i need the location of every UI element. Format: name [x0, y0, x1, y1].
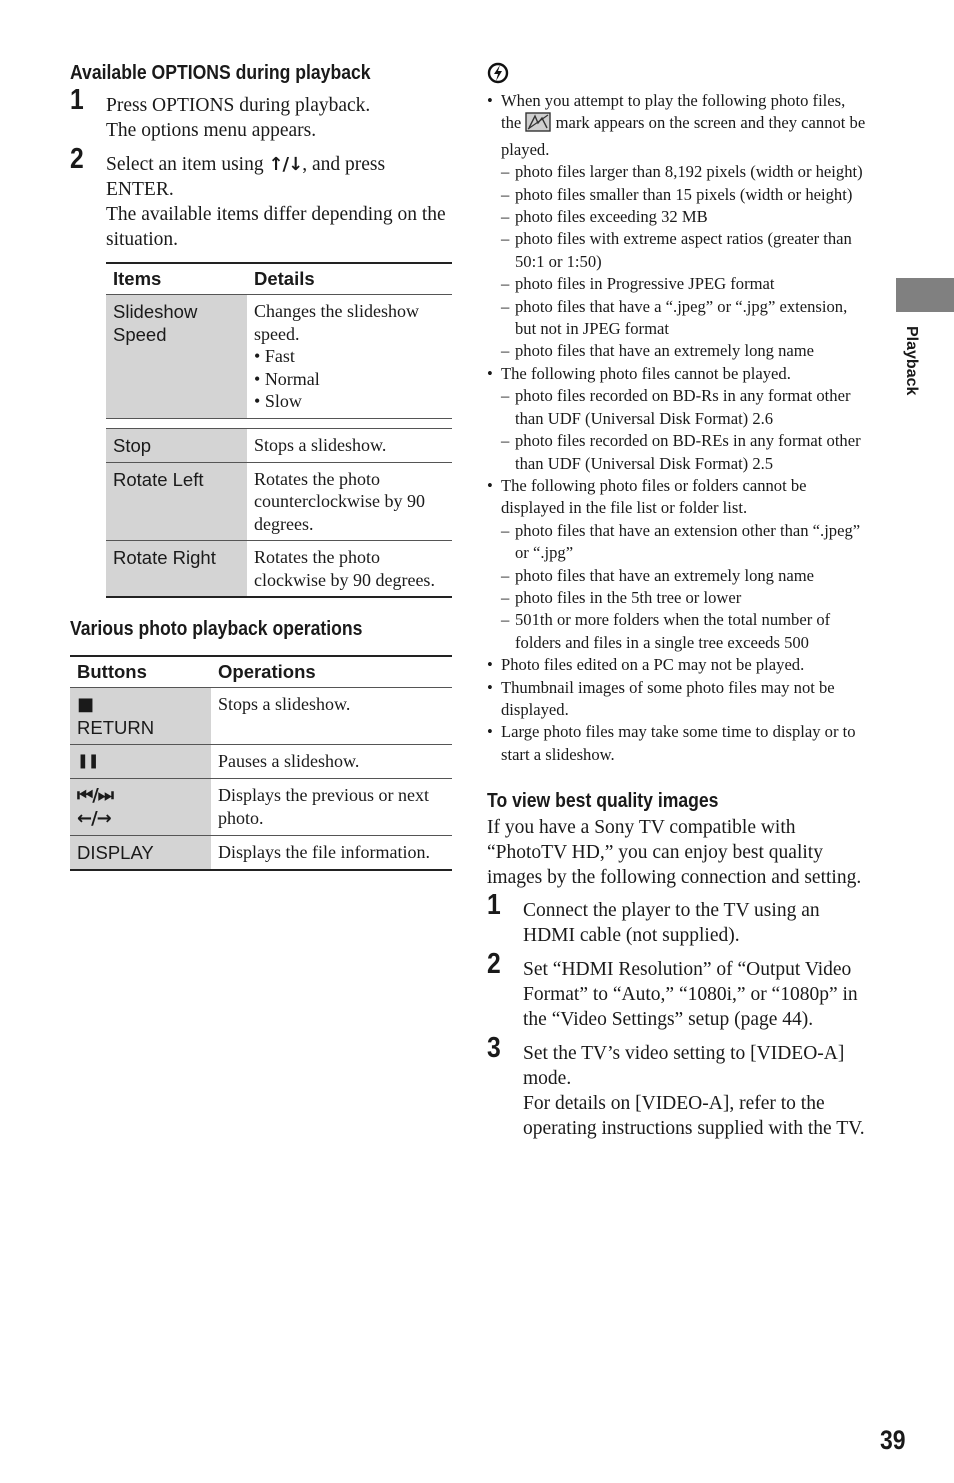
note-dash: – photo files that have an extremely long name — [487, 565, 867, 587]
step-1 — [487, 889, 867, 948]
note-dash: – photo files in the 5th tree or lower — [487, 587, 867, 609]
option-normal: • Normal — [254, 368, 320, 389]
note-bullet: • The following photo files or folders cannot be displayed in the file list or folder list. — [487, 475, 867, 520]
best-quality-heading: To view best quality images — [487, 790, 719, 813]
button-label: RETURN — [77, 717, 155, 738]
header-buttons: Buttons — [70, 656, 211, 688]
note-dash: – photo files in Progressive JPEG format — [487, 273, 867, 295]
step-text-part: Select an item using — [106, 154, 269, 175]
operation-text: Displays the previous or next photo. — [211, 779, 452, 836]
stop-icon: ■ — [77, 694, 94, 715]
best-quality-intro: If you have a Sony TV compatible with “PhotoTV HD,” you can enjoy best quality images by the following connection and setting. — [487, 817, 862, 889]
items-table — [106, 262, 452, 598]
item-detail: Rotates the photo clockwise by 90 degrees. — [247, 541, 452, 598]
page-number: 39 — [880, 1425, 906, 1455]
table-spacer — [106, 418, 452, 428]
note-dash: – photo files that have an extension other than “.jpeg” or “.jpg” — [487, 520, 867, 565]
step-text: The available items differ depending on the situation. — [106, 204, 446, 250]
table-row — [106, 462, 452, 541]
step-number: 2 — [70, 143, 84, 175]
left-right-arrow-icon: ←/→ — [77, 808, 111, 829]
step-text: The options menu appears. — [106, 120, 317, 141]
note-bullet: • The following photo files cannot be played. — [487, 363, 867, 385]
ops-heading: Various photo playback operations — [70, 618, 363, 640]
side-tab-text: Playback — [903, 326, 920, 396]
option-fast: • Fast — [254, 346, 295, 366]
item-detail — [247, 295, 452, 419]
note-dash: – photo files larger than 8,192 pixels (width or height) — [487, 161, 867, 183]
header-operations: Operations — [211, 656, 452, 688]
table-row — [106, 428, 452, 462]
options-heading: Available OPTIONS during playback — [70, 62, 371, 84]
button-cell — [70, 836, 211, 871]
item-name: Slideshow Speed — [106, 295, 247, 419]
note-bullet: • Photo files edited on a PC may not be played. — [487, 654, 867, 676]
step-text-part: , and press ENTER. — [106, 154, 386, 200]
step-text: Set the TV’s video setting to [VIDEO-A] mode. — [523, 1043, 845, 1090]
notes-list — [487, 90, 867, 766]
step-2 — [487, 948, 867, 1032]
option-slow: • Slow — [254, 391, 302, 411]
item-name: Stop — [106, 428, 247, 462]
step-text: Connect the player to the TV using an HDMI cable (not supplied). — [523, 900, 820, 947]
unplayable-photo-icon — [525, 112, 551, 138]
left-column — [70, 62, 452, 871]
header-details: Details — [247, 263, 452, 295]
item-name: Rotate Right — [106, 541, 247, 598]
table-row — [106, 541, 452, 598]
step-text — [106, 152, 452, 202]
note-bullet: • When you attempt to play the following photo files, the mark appears on the screen and they cannot be played. — [487, 90, 867, 161]
item-detail: Stops a slideshow. — [247, 428, 452, 462]
ops-table — [70, 655, 452, 871]
table-row — [70, 688, 452, 745]
right-column — [487, 62, 867, 1141]
button-cell — [70, 779, 211, 836]
table-row — [70, 779, 452, 836]
button-cell — [70, 745, 211, 779]
step-number: 2 — [487, 948, 501, 981]
side-tab-label — [900, 326, 920, 406]
step-number: 3 — [487, 1032, 501, 1065]
step-text: Set “HDMI Resolution” of “Output Video Format” to “Auto,” “1080i,” or “1080p” in the “Video Settings” setup (page 44). — [523, 959, 858, 1031]
item-name: Rotate Left — [106, 462, 247, 541]
note-dash: – photo files with extreme aspect ratios (greater than 50:1 or 1:50) — [487, 228, 867, 273]
item-detail: Rotates the photo counterclockwise by 90 degrees. — [247, 462, 452, 541]
step-1 — [70, 84, 452, 143]
header-items: Items — [106, 263, 247, 295]
side-tab-marker — [896, 278, 954, 312]
step-text: Press OPTIONS during playback. — [106, 95, 371, 116]
operation-text: Stops a slideshow. — [211, 688, 452, 745]
note-dash: – photo files recorded on BD-REs in any format other than UDF (Universal Disk Format) 2.5 — [487, 430, 867, 475]
table-row — [70, 745, 452, 779]
step-text: For details on [VIDEO-A], refer to the operating instructions supplied with the TV. — [523, 1093, 865, 1140]
pause-icon: ❚❚ — [77, 753, 99, 769]
table-row — [70, 836, 452, 871]
table-row — [106, 295, 452, 419]
note-dash: – photo files that have an extremely long name — [487, 340, 867, 362]
note-dash: – photo files that have a “.jpeg” or “.jpg” extension, but not in JPEG format — [487, 296, 867, 341]
prev-next-icon: ⏮/⏭ — [77, 785, 113, 806]
button-cell — [70, 688, 211, 745]
operation-text: Displays the file information. — [211, 836, 452, 871]
note-dash: – photo files exceeding 32 MB — [487, 206, 867, 228]
note-icon — [487, 62, 867, 84]
step-2 — [70, 143, 452, 252]
note-dash: – photo files recorded on BD-Rs in any format other than UDF (Universal Disk Format) 2.6 — [487, 385, 867, 430]
detail-text: Changes the slideshow speed. — [254, 301, 419, 344]
up-down-arrow-icon: ↑/↓ — [268, 154, 303, 175]
note-dash: – photo files smaller than 15 pixels (width or height) — [487, 184, 867, 206]
note-bullet: • Large photo files may take some time to display or to start a slideshow. — [487, 721, 867, 766]
note-bullet: • Thumbnail images of some photo files may not be displayed. — [487, 677, 867, 722]
step-3 — [487, 1032, 867, 1141]
operation-text: Pauses a slideshow. — [211, 745, 452, 779]
step-number: 1 — [487, 889, 501, 922]
note-dash: – 501th or more folders when the total number of folders and files in a single tree exceeds 500 — [487, 609, 867, 654]
button-label: DISPLAY — [77, 842, 154, 863]
step-number: 1 — [70, 84, 84, 116]
